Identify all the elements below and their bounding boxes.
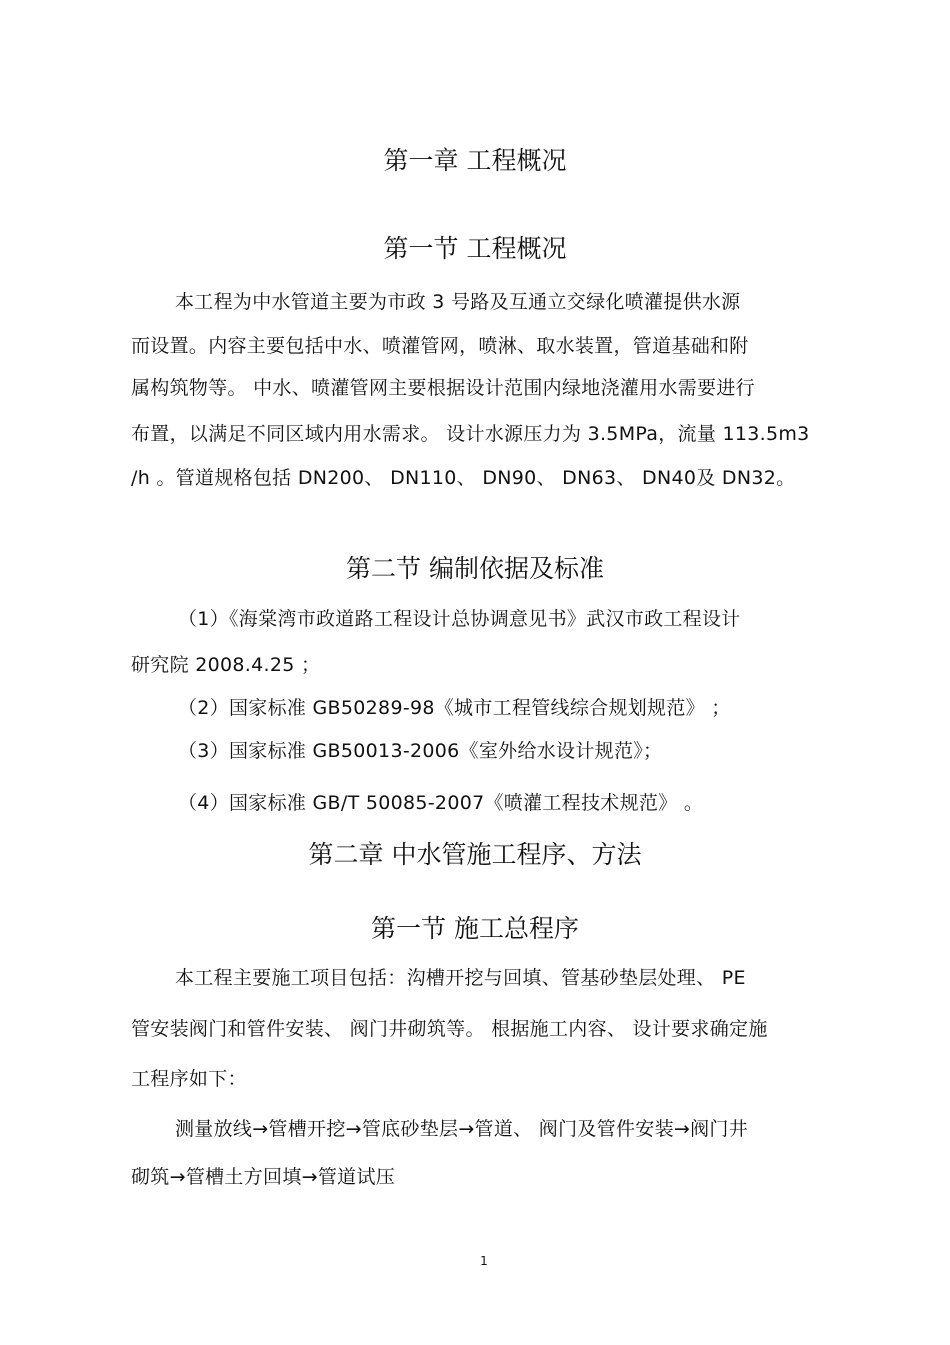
paragraph-line: 本工程为中水管道主要为市政 3 号路及互通立交绿化喷灌提供水源 [175,291,741,313]
paragraph-line: 工程序如下： [131,1068,247,1090]
paragraph-line: 砌筑→管槽土方回填→管道试压 [131,1166,396,1188]
reference-line: （2）国家标准 GB50289-98《城市工程管线综合规划规范》 ； [178,697,731,719]
paragraph-line: 测量放线→管槽开挖→管底砂垫层→管道、 阀门及管件安装→阀门井 [175,1118,749,1140]
paragraph-line: /h 。管道规格包括 DN200、 DN110、 DN90、 DN63、 DN40及 DN32。 [131,467,796,489]
reference-line: 研究院 2008.4.25 ； [131,654,321,676]
chapter1-section1-title: 第一节 工程概况 [383,234,567,263]
paragraph-line: 管安装阀门和管件安装、 阀门井砌筑等。 根据施工内容、 设计要求确定施 [131,1018,768,1040]
chapter1-title: 第一章 工程概况 [383,146,567,175]
reference-line: （4）国家标准 GB/T 50085-2007《喷灌工程技术规范》 。 [178,792,704,814]
chapter2-title: 第二章 中水管施工程序、方法 [308,840,642,869]
chapter2-section1-title: 第一节 施工总程序 [371,914,579,943]
chapter1-section2-title: 第二节 编制依据及标准 [346,554,604,583]
paragraph-line: 布置，以满足不同区域内用水需求。 设计水源压力为 3.5MPa，流量 113.5m3 [131,423,810,445]
reference-line: （3）国家标准 GB50013-2006《室外给水设计规范》； [178,740,663,762]
paragraph-line: 而设置。内容主要包括中水、喷灌管网，喷淋、取水装置，管道基础和附 [131,335,749,357]
page-number: 1 [480,1254,488,1268]
paragraph-line: 本工程主要施工项目包括：沟槽开挖与回填、管基砂垫层处理、 PE [175,967,746,989]
reference-line: （1）《海棠湾市政道路工程设计总协调意见书》武汉市政工程设计 [178,608,741,630]
paragraph-line: 属构筑物等。 中水、喷灌管网主要根据设计范围内绿地浇灌用水需要进行 [131,377,755,399]
